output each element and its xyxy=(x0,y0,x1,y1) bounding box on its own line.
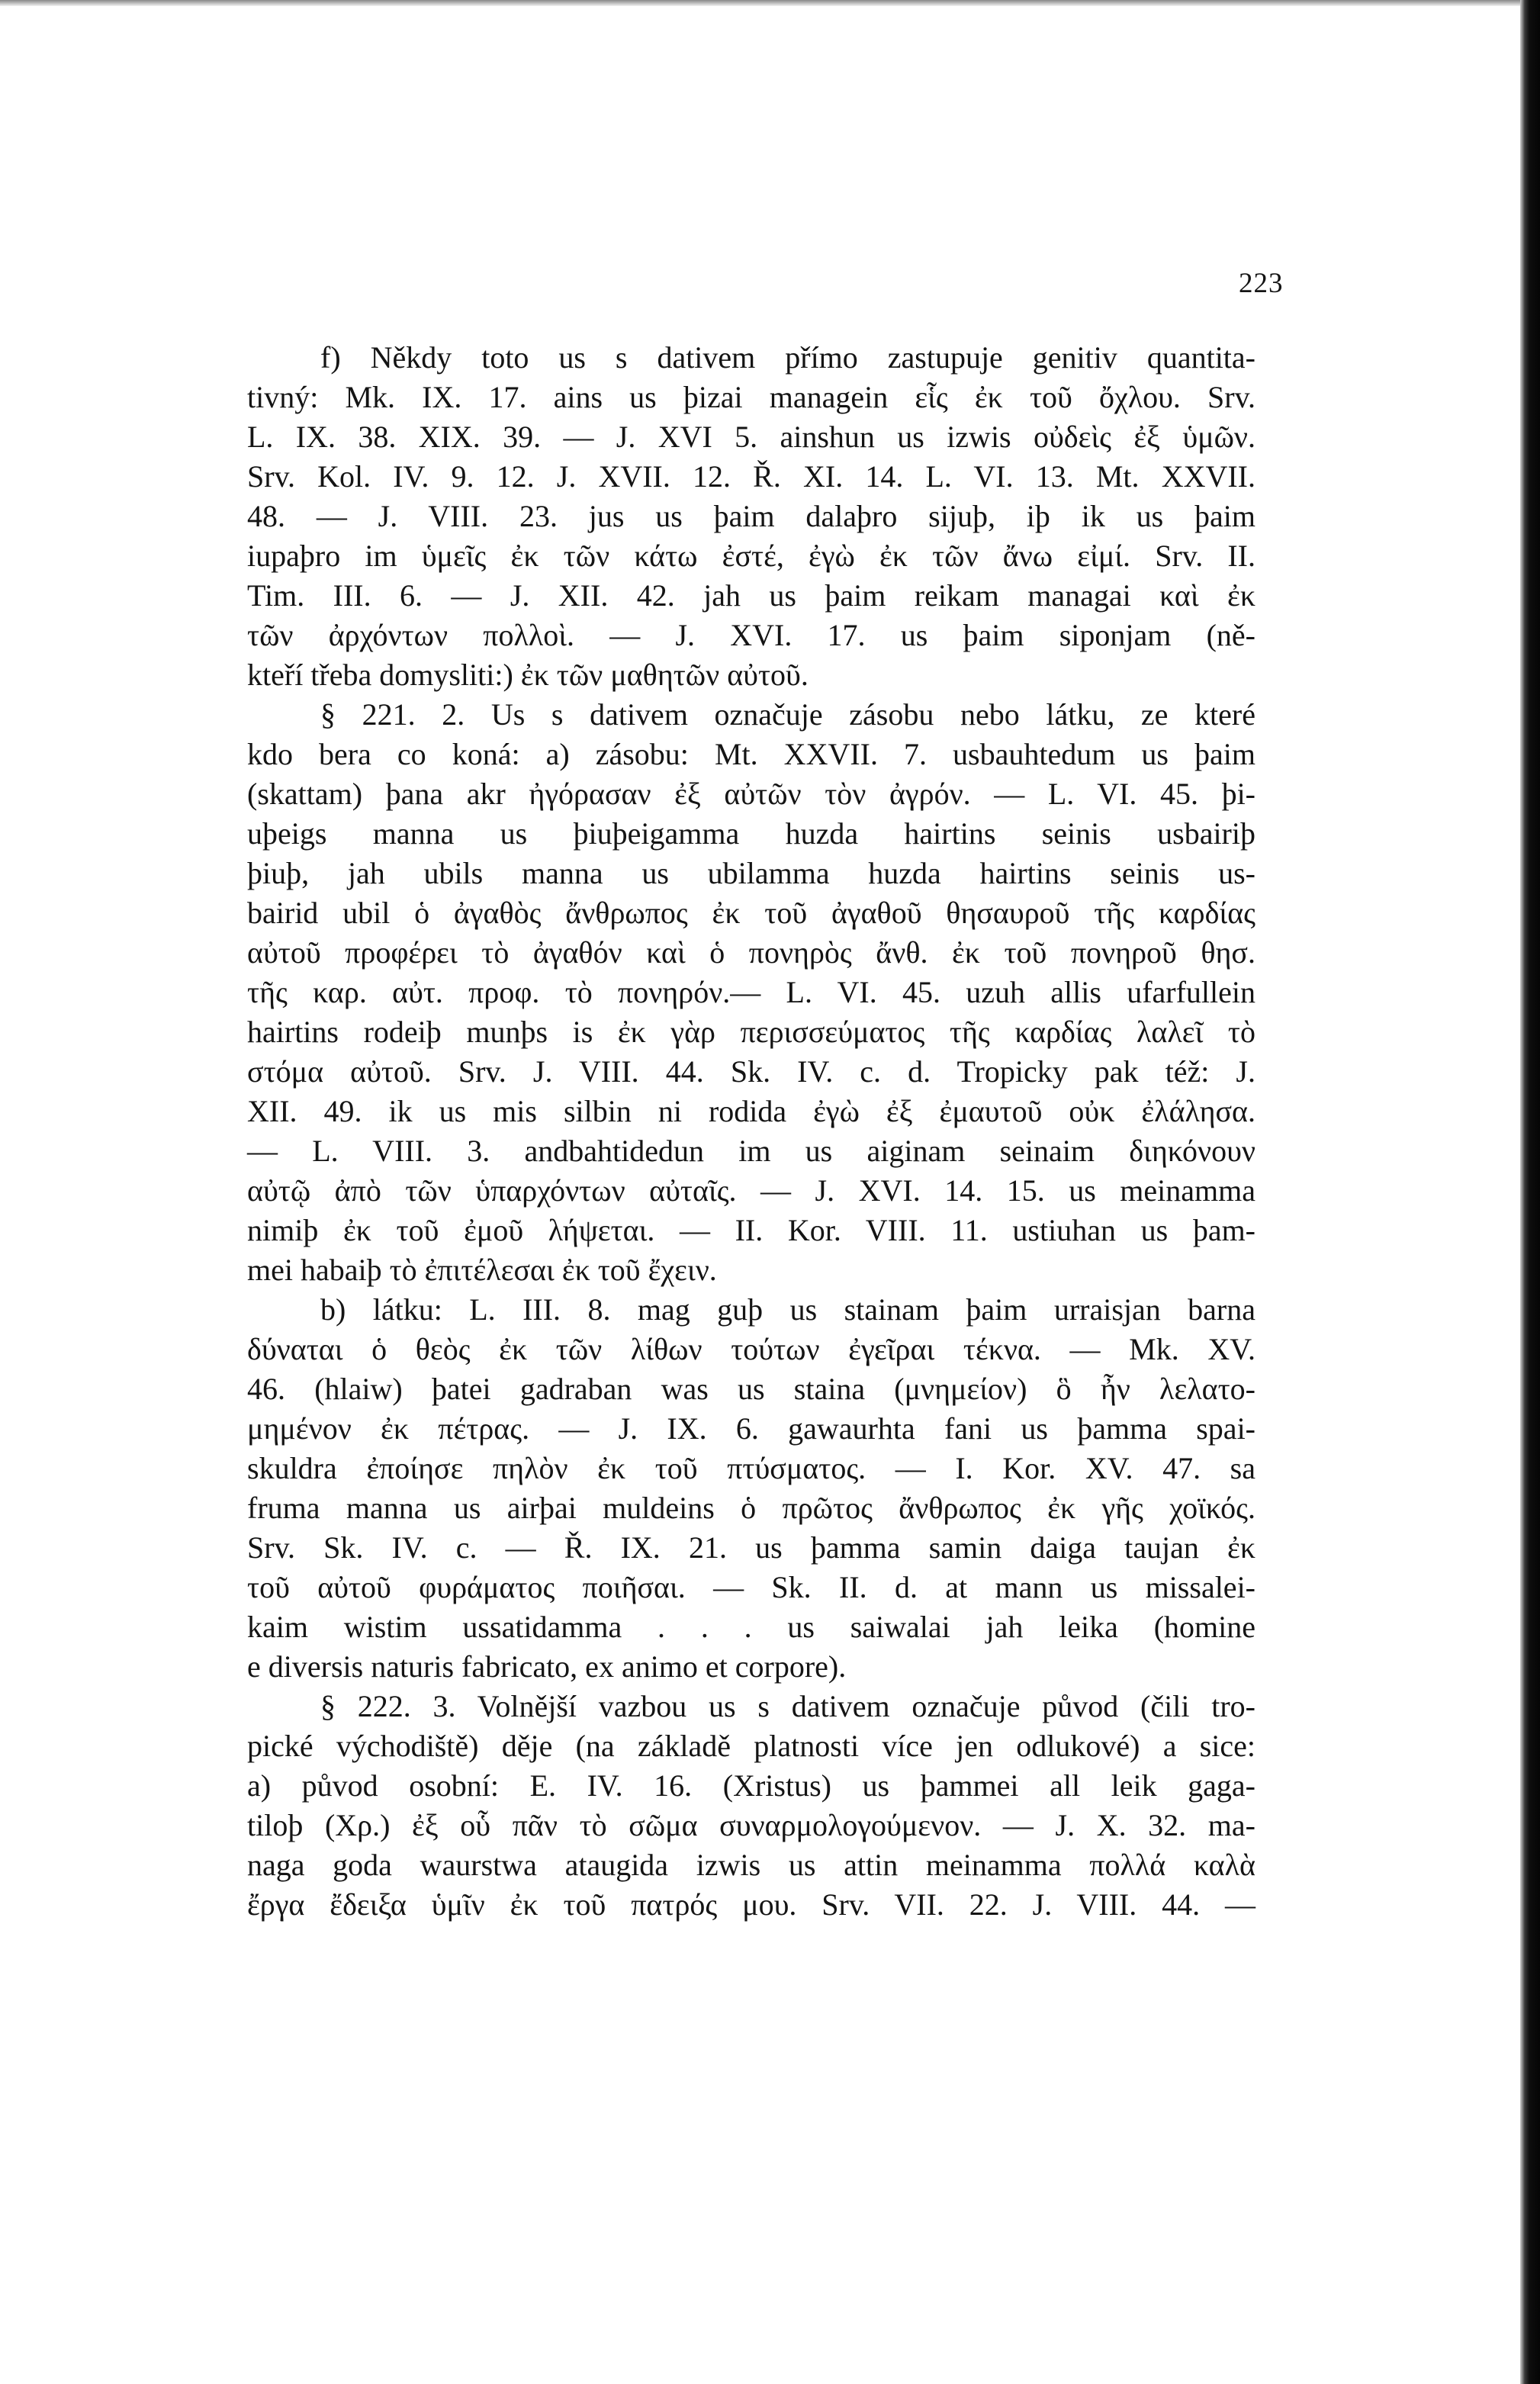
text-line: kdo bera co koná: a) zásobu: Mt. XXVII. 7. usbauhtedum us þaim xyxy=(247,737,1255,771)
body-text xyxy=(247,338,1255,1925)
text-line: fruma manna us airþai muldeins ὁ πρῶτος ἄνθρωπος ἐκ γῆς χοϊκός. xyxy=(247,1491,1255,1525)
text-line: tivný: Mk. IX. 17. ains us þizai managein εἷς ἐκ τοῦ ὄχλου. Srv. xyxy=(247,380,1255,414)
text-line: δύναται ὁ θεὸς ἐκ τῶν λίθων τούτων ἐγεῖραι τέκνα. — Mk. XV. xyxy=(247,1332,1255,1366)
text-line: τῶν ἀρχόντων πολλοὶ. — J. XVI. 17. us þaim siponjam (ně- xyxy=(247,618,1255,652)
scan-edge-shadow xyxy=(1520,0,1540,2384)
text-line: mei habaiþ τὸ ἐπιτέλεσαι ἐκ τοῦ ἔχειν. xyxy=(247,1253,717,1287)
text-line: a) původ osobní: E. IV. 16. (Xristus) us þammei all leik gaga- xyxy=(247,1768,1255,1803)
text-line: μημένον ἐκ πέτρας. — J. IX. 6. gawaurhta fani us þamma spai- xyxy=(247,1411,1255,1446)
text-line: 46. (hlaiw) þatei gadraban was us staina (μνημείον) ὃ ἦν λελατο- xyxy=(247,1372,1255,1406)
text-line: τοῦ αὐτοῦ φυράματος ποιῆσαι. — Sk. II. d. at mann us missalei- xyxy=(247,1570,1255,1604)
text-line: bairid ubil ὁ ἀγαθὸς ἄνθρωπος ἐκ τοῦ ἀγαθοῦ θησαυροῦ τῆς καρδίας xyxy=(247,896,1255,930)
text-line: nimiþ ἐκ τοῦ ἐμοῦ λήψεται. — II. Kor. VIII. 11. ustiuhan us þam- xyxy=(247,1213,1255,1247)
section-heading-222: § 222. 3. Volnější vazbou us s dativem označuje původ (čili tro- xyxy=(320,1689,1255,1723)
text-line: Tim. III. 6. — J. XII. 42. jah us þaim reikam managai καὶ ἐκ xyxy=(247,578,1255,613)
text-line: tiloþ (Χρ.) ἐξ οὗ πᾶν τὸ σῶμα συναρμολογούμενον. — J. X. 32. ma- xyxy=(247,1808,1255,1842)
text-line: þiuþ, jah ubils manna us ubilamma huzda hairtins seinis us- xyxy=(247,856,1255,890)
text-line: L. IX. 38. XIX. 39. — J. XVI 5. ainshun us izwis οὐδεὶς ἐξ ὑμῶν. xyxy=(247,420,1255,454)
subsection-b: b) látku: L. III. 8. mag guþ us stainam þaim urraisjan barna xyxy=(320,1292,1255,1327)
text-line: XII. 49. ik us mis silbin ni rodida ἐγὼ ἐξ ἐμαυτοῦ οὐκ ἐλάλησα. xyxy=(247,1094,1255,1128)
page-number: 223 xyxy=(1239,268,1284,299)
text-line: αὐτῷ ἀπὸ τῶν ὑπαρχόντων αὐταῖς. — J. XVI. 14. 15. us meinamma xyxy=(247,1173,1255,1208)
text-line: ἔργα ἔδειξα ὑμῖν ἐκ τοῦ πατρός μου. Srv. VII. 22. J. VIII. 44. — xyxy=(247,1887,1255,1922)
page-top-edge xyxy=(0,0,1540,6)
text-line: kaim wistim ussatidamma . . . us saiwalai jah leika (homine xyxy=(247,1610,1255,1644)
text-line: τῆς καρ. αὐτ. προφ. τὸ πονηρόν.— L. VI. 45. uzuh allis ufarfullein xyxy=(247,975,1255,1009)
text-line: kteří třeba domysliti:) ἐκ τῶν μαθητῶν αὐτοῦ. xyxy=(247,658,809,692)
section-heading-221: § 221. 2. Us s dativem označuje zásobu nebo látku, ze které xyxy=(320,697,1255,732)
text-line: Srv. Kol. IV. 9. 12. J. XVII. 12. Ř. XI. 14. L. VI. 13. Mt. XXVII. xyxy=(247,459,1255,494)
text-line: 48. — J. VIII. 23. jus us þaim dalaþro sijuþ, iþ ik us þaim xyxy=(247,499,1255,533)
text-line: pické východiště) děje (na základě platnosti více jen odlukové) a sice: xyxy=(247,1729,1255,1763)
text-line: uþeigs manna us þiuþeigamma huzda hairtins seinis usbairiþ xyxy=(247,816,1255,851)
text-line: e diversis naturis fabricato, ex animo et corpore). xyxy=(247,1649,847,1684)
text-line: Srv. Sk. IV. c. — Ř. IX. 21. us þamma samin daiga taujan ἐκ xyxy=(247,1530,1255,1565)
text-line: στόμα αὐτοῦ. Srv. J. VIII. 44. Sk. IV. c. d. Tropicky pak též: J. xyxy=(247,1054,1255,1089)
text-line: iupaþro im ὑμεῖς ἐκ τῶν κάτω ἐστέ, ἐγὼ ἐκ τῶν ἄνω εἰμί. Srv. II. xyxy=(247,539,1255,573)
text-line: (skattam) þana akr ἠγόρασαν ἐξ αὐτῶν τὸν ἀγρόν. — L. VI. 45. þi- xyxy=(247,777,1255,811)
text-line: naga goda waurstwa ataugida izwis us attin meinamma πολλά καλὰ xyxy=(247,1848,1255,1882)
text-line: hairtins rodeiþ munþs is ἐκ γὰρ περισσεύματος τῆς καρδίας λαλεῖ τὸ xyxy=(247,1015,1255,1049)
text-line: — L. VIII. 3. andbahtidedun im us aiginam seinaim διηκόνουν xyxy=(247,1134,1255,1168)
text-line: f) Někdy toto us s dativem přímo zastupuje genitiv quantita- xyxy=(320,340,1255,375)
text-line: skuldra ἐποίησε πηλὸν ἐκ τοῦ πτύσματος. — I. Kor. XV. 47. sa xyxy=(247,1451,1255,1485)
text-line: αὐτοῦ προφέρει τὸ ἀγαθόν καὶ ὁ πονηρὸς ἄνθ. ἐκ τοῦ πονηροῦ θησ. xyxy=(247,935,1255,970)
